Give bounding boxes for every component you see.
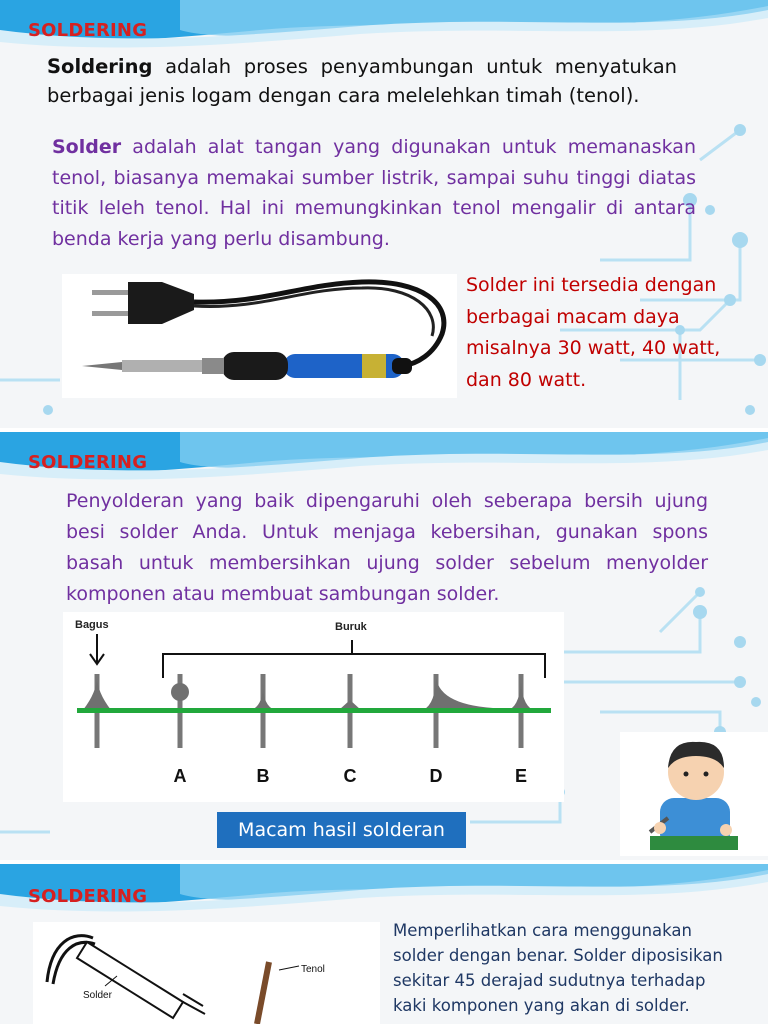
label-solder: Solder [83, 990, 112, 1001]
wattage-note: Solder ini tersedia dengan berbagai macam daya misalnya 30 watt, 40 watt, dan 80 watt. [466, 274, 721, 391]
person-soldering-illustration [620, 732, 768, 856]
soldering-definition-text: adalah proses penyambungan untuk menyatukan berbagai jenis logam dengan cara melelehkan timah (tenol). [47, 55, 677, 107]
slide-title: SOLDERING [28, 20, 148, 41]
diagram-caption: Macam hasil solderan [217, 812, 466, 848]
arrow-down-icon [90, 634, 104, 664]
solder-joint-diagram [63, 612, 564, 802]
joint-label-d: D [429, 766, 443, 786]
solder-definition [52, 132, 696, 254]
slide-2 [0, 432, 768, 860]
slide-title: SOLDERING [28, 452, 148, 473]
solder-definition-text: adalah alat tangan yang digunakan untuk memanaskan tenol, biasanya memakai sumber listrik, sampai suhu tinggi diatas titik leleh tenol. Hal ini memungkinkan tenol mengalir di antara benda kerja yang perlu disambung. [52, 136, 696, 250]
soldering-iron-illustration [62, 274, 457, 398]
technique-description: Memperlihatkan cara menggunakan solder dengan benar. Solder diposisikan sekitar 45 derajad sudutnya terhadap kaki komponen yang akan di solder. [393, 921, 723, 1015]
bracket [163, 640, 545, 678]
soldering-technique-image [33, 922, 380, 1024]
label-buruk: Buruk [335, 621, 367, 633]
slide-3 [0, 864, 768, 1024]
term-soldering: Soldering [47, 55, 153, 78]
joint-label-a: A [173, 766, 187, 786]
slide-1 [0, 0, 768, 428]
cleaning-paragraph: Penyolderan yang baik dipengaruhi oleh seberapa bersih ujung besi solder Anda. Untuk menjaga kebersihan, gunakan spons basah untuk membersihkan ujung solder sebelum menyolder komponen atau membuat sambungan solder. [66, 490, 708, 605]
term-solder: Solder [52, 136, 122, 158]
slide-title: SOLDERING [28, 886, 148, 907]
label-tenol: Tenol [301, 964, 325, 975]
soldering-iron-image [62, 274, 457, 398]
solder-joint-illustration [63, 612, 564, 802]
joint-label-b: B [256, 766, 270, 786]
pcb-line [77, 708, 551, 713]
person-soldering-image [620, 732, 768, 856]
joint-label-c: C [343, 766, 357, 786]
joint-label-e: E [514, 766, 528, 786]
label-bagus: Bagus [75, 619, 109, 631]
soldering-definition [47, 52, 677, 110]
soldering-technique-illustration [33, 922, 380, 1024]
